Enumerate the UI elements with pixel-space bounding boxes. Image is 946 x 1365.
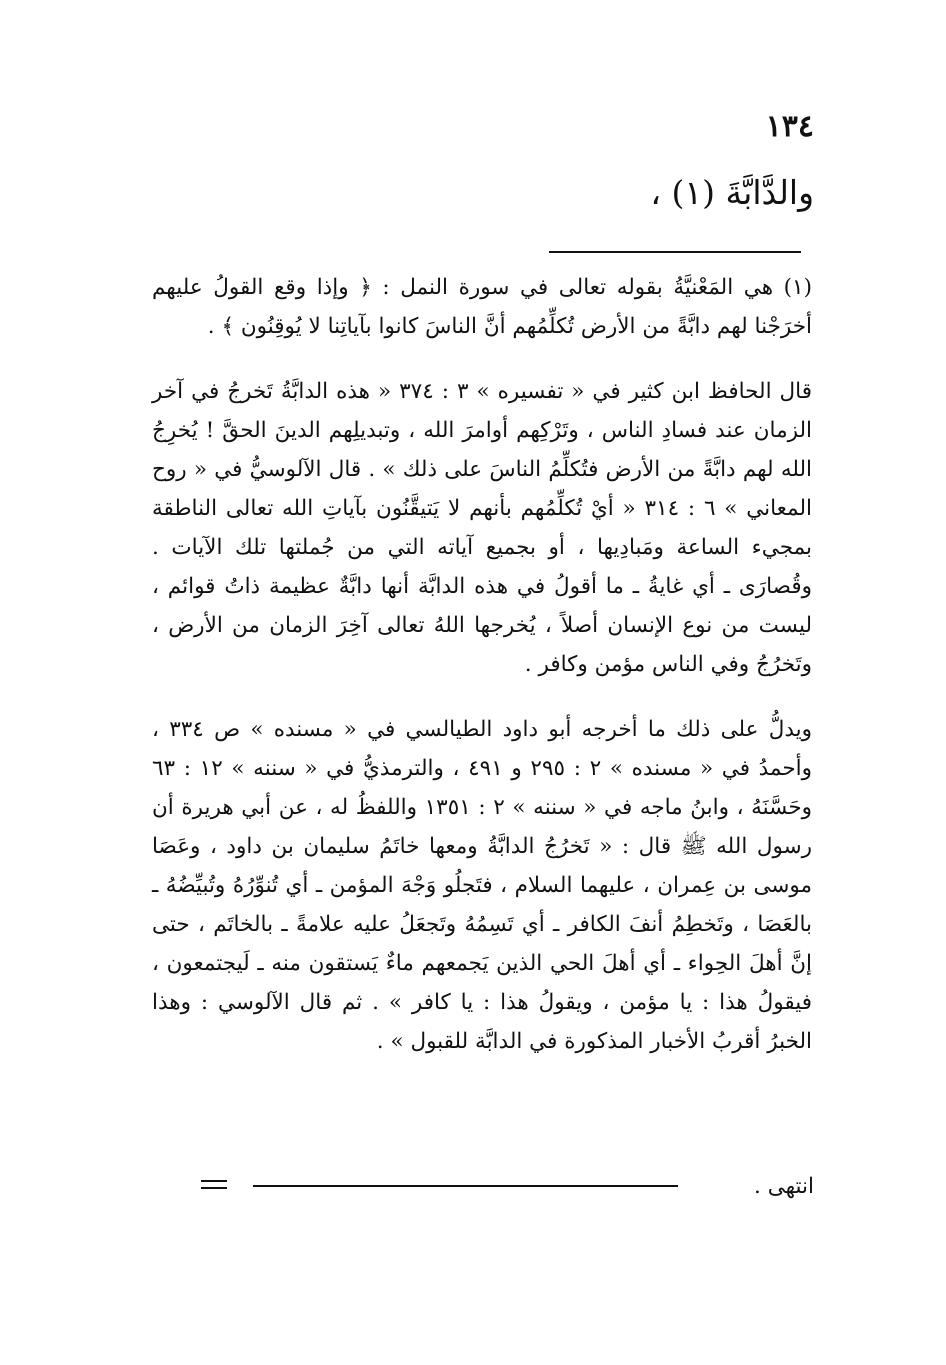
closing-word: انتهى . xyxy=(754,1174,814,1199)
footnote-separator xyxy=(549,251,801,253)
footnote-paragraph-3: ويدلُّ على ذلك ما أخرجه أبو داود الطيالسي في « مسنده » ص ٣٣٤ ، وأحمدُ في « مسنده » ٢ : ٢٩٥ و ٤٩١ ، والترمذيُّ في « سننه » ١٢ : ٦٣ وحَسَّنَهُ ، وابنُ ماجه في « سننه » ٢ : ١٣٥١ واللفظُ له ، عن أبي هريرة أن رسول الله ﷺ قال : « تَخرُجُ الدابَّةُ ومعها خاتَمُ سليمان بن داود ، وعَصَا موسى بن عِمران ، عليهما السلام ، فتَجلُو وَجْهَ المؤمن ـ أي تُنوِّرُهُ وتُبيِّضُهُ ـ بالعَصَا ، وتَخطِمُ أنفَ الكافر ـ أي تَسِمُهُ وتَجعَلُ عليه علامةً ـ بالخاتَم ، حتى إنَّ أهلَ الحِواء ـ أي أهلَ الحي الذين يَجمعهم ماءٌ يَستقون منه ـ لَيجتمعون ، فيقولُ هذا : يا مؤمن ، ويقولُ هذا : يا كافر » . ثم قال الآلوسي : وهذا الخبرُ أقربُ الأخبار المذكورة في الدابَّة للقبول » . xyxy=(152,717,812,1054)
bottom-rule xyxy=(253,1185,678,1187)
continuation-mark xyxy=(201,1180,227,1189)
footnotes-section xyxy=(152,268,812,1061)
page-number: ١٣٤ xyxy=(765,109,814,144)
main-text-line: والدَّابَّةَ (١) ، xyxy=(650,173,814,212)
footnote-paragraph-2: قال الحافظ ابن كثير في « تفسيره » ٣ : ٣٧٤ « هذه الدابَّةُ تَخرجُ في آخر الزمان عند فسادِ الناس ، وتَرْكِهم أوامرَ الله ، وتبديلِهم الدينَ الحقَّ ! يُخرِجُ الله لهم دابَّةً من الأرض فتُكلِّمُ الناسَ على ذلك » . قال الآلوسيُّ في « روح المعاني » ٦ : ٣١٤ « أيْ تُكلِّمُهم بأنهم لا يَتيقَّنُون بآياتِ الله تعالى الناطقة بمجيء الساعة ومَبادِيها ، أو بجميع آياته التي من جُملتها تلك الآيات . وقُصارَى ـ أي غايةُ ـ ما أقولُ في هذه الدابَّة أنها دابَّةٌ عظيمة ذاتُ قوائم ، ليست من نوع الإنسان أصلاً ، يُخرجها اللهُ تعالى آخِرَ الزمان من الأرض ، وتَخرُجُ وفي الناس مؤمن وكافر . xyxy=(152,379,812,677)
footnote-paragraph-1: (١) هي المَعْنيَّةُ بقوله تعالى في سورة النمل : ﴿ وإذا وقع القولُ عليهم أخرَجْنا لهم دابَّةً من الأرض تُكلِّمُهم أنَّ الناسَ كانوا بآياتِنا لا يُوقِنُون ﴾ . xyxy=(152,275,812,339)
